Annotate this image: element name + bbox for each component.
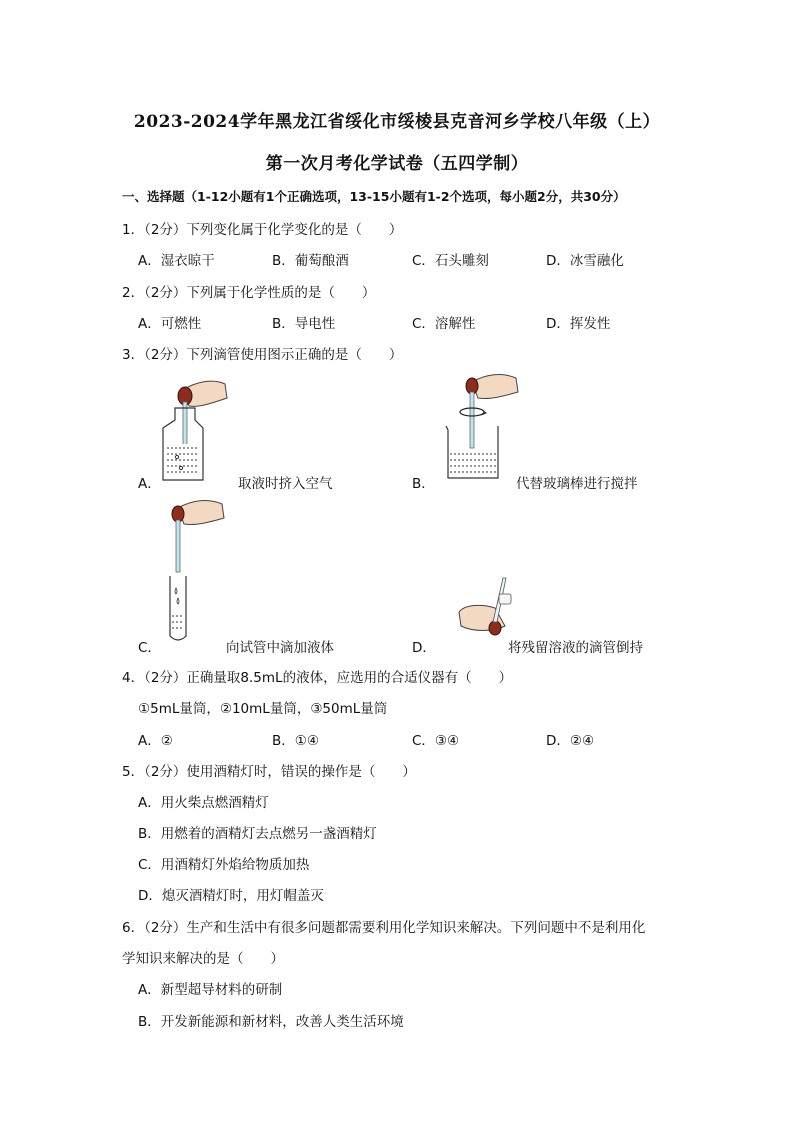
question-5-stem: 5．（2分）使用酒精灯时，错误的操作是（ ） [122, 764, 416, 780]
q3-option-a-caption: 取液时挤入空气 [238, 476, 333, 492]
q2-option-c: C．溶解性 [412, 316, 476, 332]
section-heading: 一、选择题（1-12小题有1个正确选项，13-15小题有1-2个选项，每小题2分，共30分） [122, 189, 626, 204]
exam-title-line2: 第一次月考化学试卷（五四学制） [265, 154, 529, 174]
figure-b-beaker-dropper [440, 370, 530, 485]
q4-option-a: A．② [138, 733, 173, 749]
q1-option-a: A．湿衣晾干 [138, 253, 215, 269]
q4-instrument-list: ①5mL量筒，②10mL量筒，③50mL量筒 [138, 701, 388, 717]
q3-option-d-letter: D． [412, 640, 436, 656]
question-4-stem: 4．（2分）正确量取8.5mL的液体，应选用的合适仪器有（ ） [122, 670, 513, 686]
question-2-stem: 2．（2分）下列属于化学性质的是（ ） [122, 285, 376, 301]
q1-option-c: C．石头雕刻 [412, 253, 489, 269]
q5-option-d: D．熄灭酒精灯时，用灯帽盖灭 [138, 888, 324, 904]
q5-option-b: B．用燃着的酒精灯去点燃另一盏酒精灯 [138, 826, 377, 842]
q4-option-b: B．①④ [272, 733, 319, 749]
q2-option-d: D．挥发性 [546, 316, 611, 332]
question-3-stem: 3．（2分）下列滴管使用图示正确的是（ ） [122, 347, 403, 363]
q2-option-a: A．可燃性 [138, 316, 202, 332]
figure-a-bottle-dropper [155, 372, 235, 492]
q6-option-a: A．新型超导材料的研制 [138, 982, 283, 998]
q3-option-c-caption: 向试管中滴加液体 [226, 640, 334, 656]
q4-option-d: D．②④ [546, 733, 595, 749]
q3-option-b-caption: 代替玻璃棒进行搅拌 [516, 476, 638, 492]
q1-option-b: B．葡萄酿酒 [272, 253, 349, 269]
q2-option-b: B．导电性 [272, 316, 336, 332]
q6-option-b: B．开发新能源和新材料，改善人类生活环境 [138, 1014, 404, 1030]
question-1-stem: 1．（2分）下列变化属于化学变化的是（ ） [122, 222, 403, 238]
figure-c-testtube-dropper [160, 498, 230, 648]
question-6-stem-line1: 6．（2分）生产和生活中有很多问题都需要利用化学知识来解决。下列问题中不是利用化 [122, 920, 646, 936]
figure-d-inverted-dropper [455, 568, 525, 643]
q1-option-d: D．冰雪融化 [546, 253, 624, 269]
q4-option-c: C．③④ [412, 733, 460, 749]
q3-option-c-letter: C． [138, 640, 161, 656]
exam-title-line1: 2023-2024学年黑龙江省绥化市绥棱县克音河乡学校八年级（上） [133, 112, 661, 132]
q3-option-d-caption: 将残留溶液的滴管倒持 [508, 640, 643, 656]
q5-option-c: C．用酒精灯外焰给物质加热 [138, 857, 310, 873]
question-6-stem-line2: 学知识来解决的是（ ） [122, 951, 284, 967]
q3-option-a-letter: A． [138, 476, 161, 492]
q3-option-b-letter: B． [412, 476, 435, 492]
q5-option-a: A．用火柴点燃酒精灯 [138, 795, 269, 811]
